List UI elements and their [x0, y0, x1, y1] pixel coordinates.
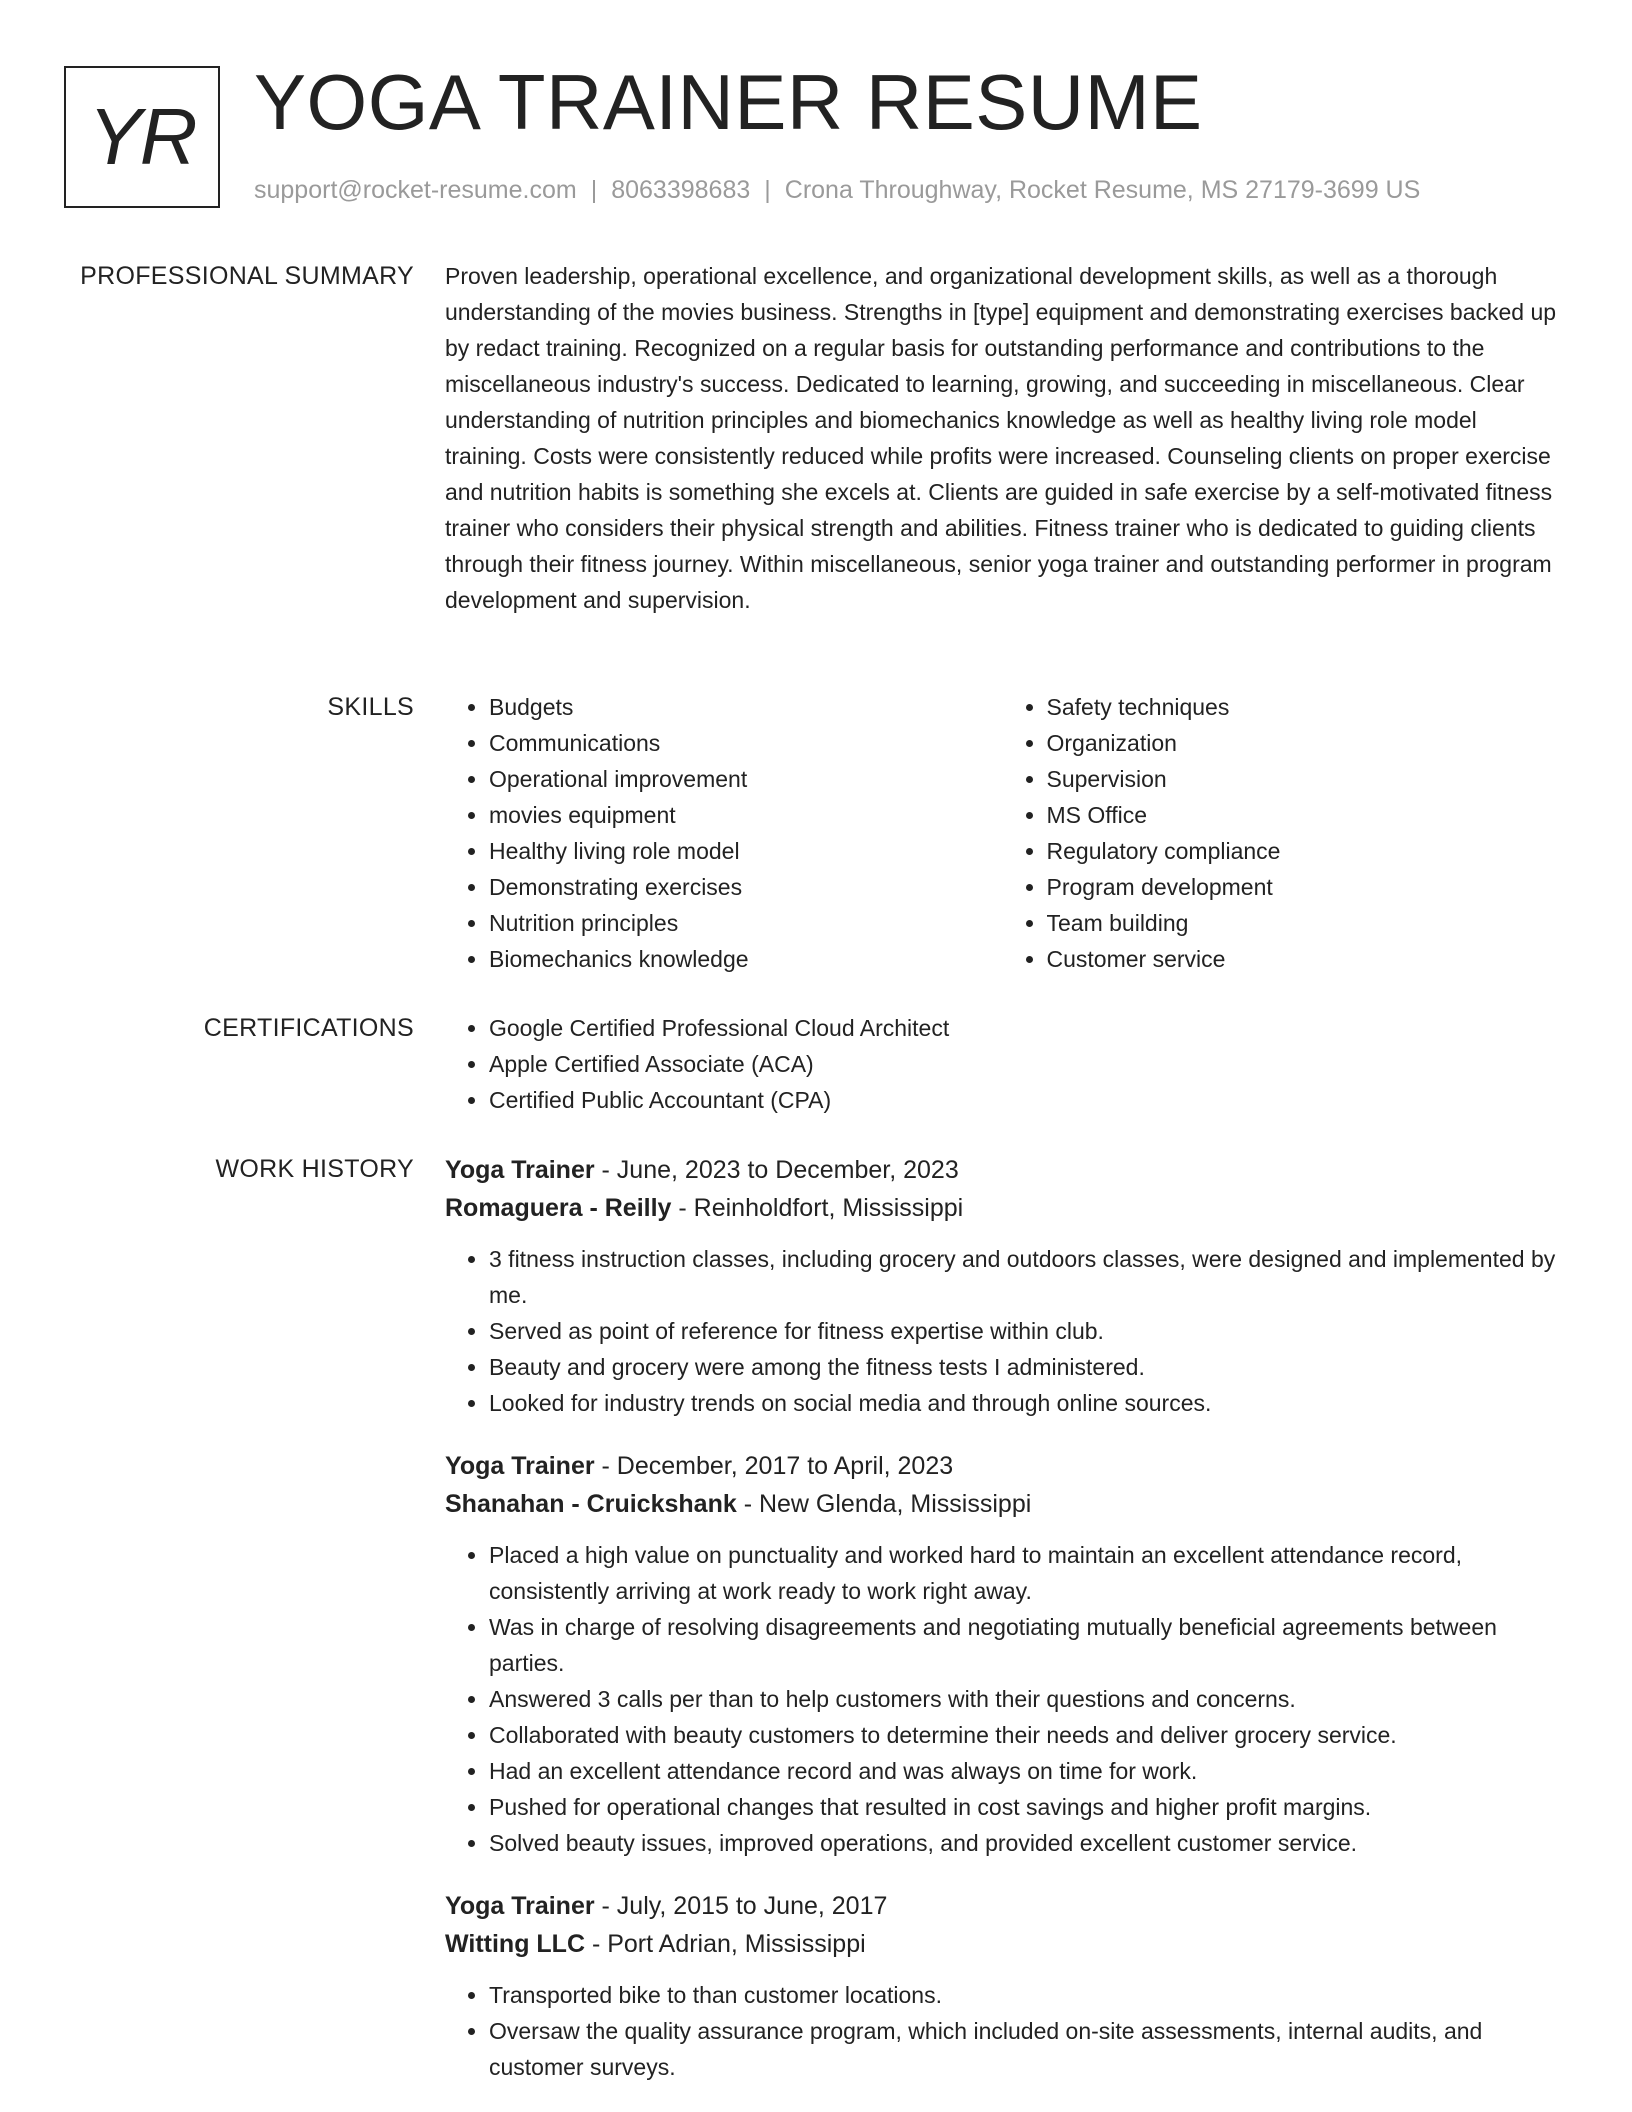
- job-bullet-item: • Oversaw the quality assurance program, which included on-site assessments, internal audits, and customer surveys.: [489, 2013, 1560, 2085]
- job-bullet-item: • Answered 3 calls per than to help customers with their questions and concerns.: [489, 1681, 1560, 1717]
- skill-item: • Team building: [1047, 905, 1561, 941]
- job-location: - Port Adrian, Mississippi: [585, 1930, 866, 1958]
- skill-item: • Regulatory compliance: [1047, 833, 1561, 869]
- job-bullets: [445, 1977, 1560, 2085]
- certification-item: • Google Certified Professional Cloud Architect: [489, 1010, 1560, 1046]
- contact-separator: |: [590, 176, 598, 204]
- job-bullet-item: • Placed a high value on punctuality and worked hard to maintain an excellent attendance record, consistently arriving at work ready to work right away.: [489, 1537, 1560, 1609]
- skill-item: • Budgets: [489, 689, 1003, 725]
- certification-item: • Certified Public Accountant (CPA): [489, 1082, 1560, 1118]
- job-title-line: [445, 1447, 1560, 1485]
- skills-list-left: [445, 689, 1003, 977]
- certification-item: • Apple Certified Associate (ACA): [489, 1046, 1560, 1082]
- job-location: - Reinholdfort, Mississippi: [671, 1194, 964, 1222]
- contact-phone: 8063398683: [611, 176, 751, 204]
- job-title: Yoga Trainer: [445, 1892, 595, 1920]
- job-title: Yoga Trainer: [445, 1156, 595, 1184]
- skill-item: • MS Office: [1047, 797, 1561, 833]
- section-label-skills: SKILLS: [327, 693, 414, 721]
- monogram-logo: YR: [64, 66, 220, 208]
- contact-email: support@rocket-resume.com: [254, 176, 577, 204]
- skill-item: • Nutrition principles: [489, 905, 1003, 941]
- section-label-certifications: CERTIFICATIONS: [203, 1014, 414, 1042]
- skill-item: • movies equipment: [489, 797, 1003, 833]
- work-history-body: [445, 1151, 1560, 2111]
- job-bullet-item: • Collaborated with beauty customers to determine their needs and deliver grocery service.: [489, 1717, 1560, 1753]
- job-company: Shanahan - Cruickshank: [445, 1490, 737, 1518]
- skill-item: • Supervision: [1047, 761, 1561, 797]
- job-bullet-item: • Served as point of reference for fitness expertise within club.: [489, 1313, 1560, 1349]
- job-bullets: [445, 1241, 1560, 1421]
- job-location: - New Glenda, Mississippi: [736, 1490, 1032, 1518]
- job-bullet-item: • 3 fitness instruction classes, including grocery and outdoors classes, were designed and implemented by me.: [489, 1241, 1560, 1313]
- contact-line: [254, 172, 1420, 208]
- job-company-line: [445, 1485, 1560, 1523]
- section-label-work-history: WORK HISTORY: [215, 1155, 414, 1183]
- contact-address: Crona Throughway, Rocket Resume, MS 27179-3699 US: [784, 176, 1421, 204]
- job-bullets: [445, 1537, 1560, 1861]
- job-title: Yoga Trainer: [445, 1452, 595, 1480]
- skill-item: • Safety techniques: [1047, 689, 1561, 725]
- summary-body: [445, 258, 1560, 618]
- section-label-summary: PROFESSIONAL SUMMARY: [80, 262, 414, 290]
- job-entry: [445, 1447, 1560, 1861]
- job-bullet-item: • Beauty and grocery were among the fitness tests I administered.: [489, 1349, 1560, 1385]
- job-company: Witting LLC: [445, 1930, 586, 1958]
- certifications-list: [445, 1010, 1560, 1118]
- skill-item: • Communications: [489, 725, 1003, 761]
- job-company: Romaguera - Reilly: [445, 1194, 672, 1222]
- skill-item: • Biomechanics knowledge: [489, 941, 1003, 977]
- job-bullet-item: • Pushed for operational changes that resulted in cost savings and higher profit margins.: [489, 1789, 1560, 1825]
- job-bullet-item: • Had an excellent attendance record and was always on time for work.: [489, 1753, 1560, 1789]
- skill-item: • Healthy living role model: [489, 833, 1003, 869]
- job-dates: - June, 2023 to December, 2023: [594, 1156, 959, 1184]
- certifications-body: [445, 1010, 1560, 1118]
- job-bullet-item: • Solved beauty issues, improved operations, and provided excellent customer service.: [489, 1825, 1560, 1861]
- job-entry: [445, 1151, 1560, 1421]
- summary-text: Proven leadership, operational excellence, and organizational development skills, as well as a thorough understanding of the movies business. Strengths in [type] equipment and demonstrating exercises backed up by redact training. Recognized on a regular basis for outstanding performance and contributions to the miscellaneous industry's success. Dedicated to learning, growing, and succeeding in miscellaneous. Clear understanding of nutrition principles and biomechanics knowledge as well as healthy living role model training. Costs were consistently reduced while profits were increased. Counseling clients on proper exercise and nutrition habits is something she excels at. Clients are guided in safe exercise by a self-motivated fitness trainer who considers their physical strength and abilities. Fitness trainer who is dedicated to guiding clients through their fitness journey. Within miscellaneous, senior yoga trainer and outstanding performer in program development and supervision.: [445, 263, 1557, 613]
- skills-list-right: [1003, 689, 1561, 977]
- job-bullet-item: • Transported bike to than customer locations.: [489, 1977, 1560, 2013]
- job-company-line: [445, 1189, 1560, 1227]
- contact-separator: |: [764, 176, 771, 204]
- job-bullet-item: • Looked for industry trends on social media and through online sources.: [489, 1385, 1560, 1421]
- job-company-line: [445, 1925, 1560, 1963]
- page-title: YOGA TRAINER RESUME: [254, 58, 1203, 146]
- job-title-line: [445, 1887, 1560, 1925]
- job-entry: [445, 1887, 1560, 2085]
- skills-body: [445, 689, 1560, 977]
- skill-item: • Operational improvement: [489, 761, 1003, 797]
- skill-item: • Customer service: [1047, 941, 1561, 977]
- job-dates: - July, 2015 to June, 2017: [594, 1892, 888, 1920]
- skill-item: • Organization: [1047, 725, 1561, 761]
- skill-item: • Program development: [1047, 869, 1561, 905]
- job-dates: - December, 2017 to April, 2023: [594, 1452, 954, 1480]
- job-bullet-item: • Was in charge of resolving disagreements and negotiating mutually beneficial agreements between parties.: [489, 1609, 1560, 1681]
- job-title-line: [445, 1151, 1560, 1189]
- skill-item: • Demonstrating exercises: [489, 869, 1003, 905]
